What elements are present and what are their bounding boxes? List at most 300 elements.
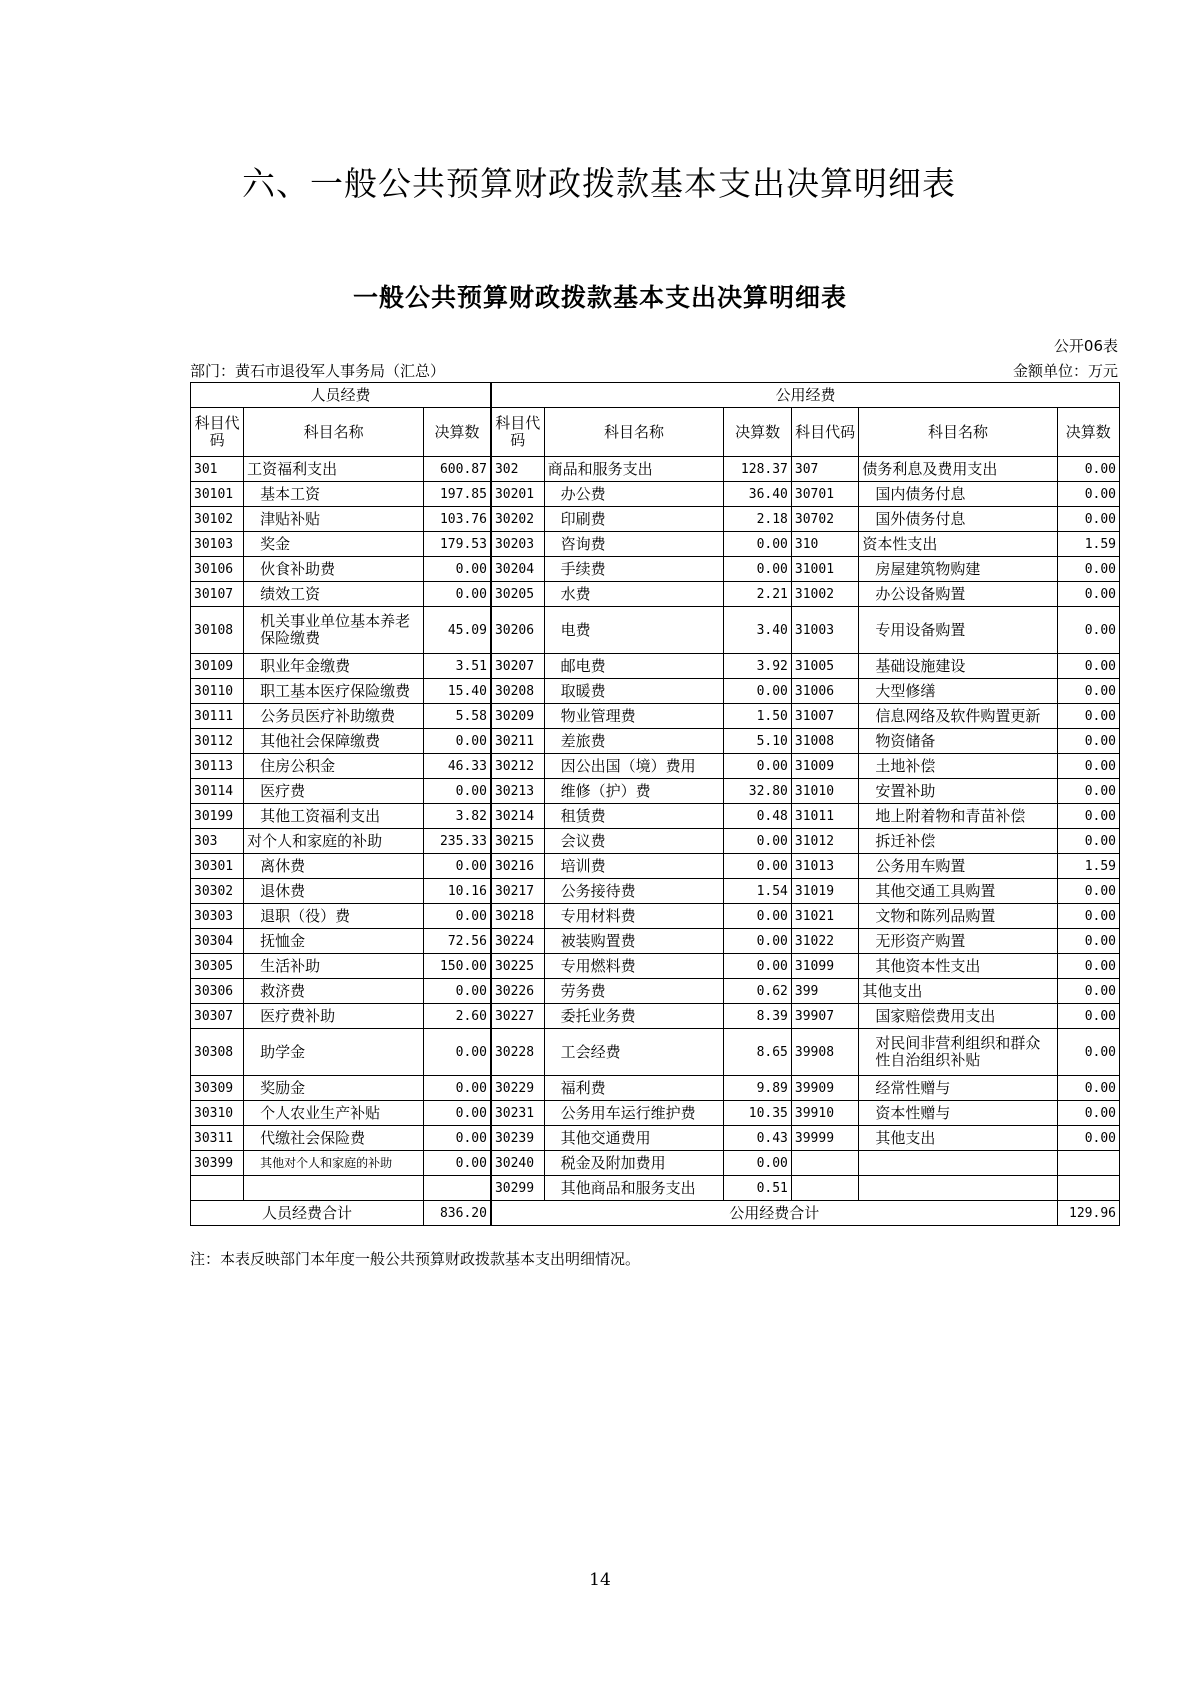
cell-code-3: 39908 bbox=[791, 1029, 858, 1076]
cell-name-2: 委托业务费 bbox=[544, 1004, 724, 1029]
col-header-code-1: 科目代码 bbox=[191, 408, 244, 457]
cell-amount-1: 46.33 bbox=[424, 754, 491, 779]
cell-code-2: 30201 bbox=[491, 482, 544, 507]
public-total-value: 129.96 bbox=[1057, 1201, 1119, 1226]
cell-name-3: 拆迁补偿 bbox=[859, 829, 1057, 854]
col-header-code-3: 科目代码 bbox=[791, 408, 858, 457]
cell-amount-3: 0.00 bbox=[1057, 729, 1119, 754]
cell-code-3: 31007 bbox=[791, 704, 858, 729]
cell-code-2: 30218 bbox=[491, 904, 544, 929]
cell-amount-1: 72.56 bbox=[424, 929, 491, 954]
table-row bbox=[191, 954, 1120, 979]
cell-code-1: 30301 bbox=[191, 854, 244, 879]
cell-amount-3: 0.00 bbox=[1057, 1004, 1119, 1029]
cell-code-2: 30208 bbox=[491, 679, 544, 704]
cell-name-2: 公务接待费 bbox=[544, 879, 724, 904]
cell-code-1: 30310 bbox=[191, 1101, 244, 1126]
cell-name-1: 助学金 bbox=[244, 1029, 424, 1076]
col-header-name-1: 科目名称 bbox=[244, 408, 424, 457]
table-row bbox=[191, 1126, 1120, 1151]
cell-amount-1: 15.40 bbox=[424, 679, 491, 704]
cell-code-2: 30215 bbox=[491, 829, 544, 854]
cell-name-1: 住房公积金 bbox=[244, 754, 424, 779]
col-header-code-2: 科目代码 bbox=[491, 408, 544, 457]
cell-name-1: 基本工资 bbox=[244, 482, 424, 507]
cell-amount-2: 0.00 bbox=[724, 532, 791, 557]
cell-name-1: 其他社会保障缴费 bbox=[244, 729, 424, 754]
cell-name-1: 绩效工资 bbox=[244, 582, 424, 607]
cell-code-2: 30239 bbox=[491, 1126, 544, 1151]
cell-amount-3: 0.00 bbox=[1057, 804, 1119, 829]
cell-code-3: 31003 bbox=[791, 607, 858, 654]
cell-amount-1: 10.16 bbox=[424, 879, 491, 904]
cell-amount-3: 0.00 bbox=[1057, 704, 1119, 729]
cell-code-2: 30240 bbox=[491, 1151, 544, 1176]
personnel-total-label: 人员经费合计 bbox=[191, 1201, 424, 1226]
cell-name-3: 大型修缮 bbox=[859, 679, 1057, 704]
cell-amount-2: 0.00 bbox=[724, 929, 791, 954]
cell-name-3: 对民间非营利组织和群众性自治组织补贴 bbox=[859, 1029, 1057, 1076]
cell-name-1: 医疗费 bbox=[244, 779, 424, 804]
table-row bbox=[191, 754, 1120, 779]
cell-amount-2: 0.00 bbox=[724, 954, 791, 979]
cell-name-3: 专用设备购置 bbox=[859, 607, 1057, 654]
table-row bbox=[191, 557, 1120, 582]
cell-amount-1: 0.00 bbox=[424, 904, 491, 929]
cell-amount-2: 0.62 bbox=[724, 979, 791, 1004]
cell-code-1: 30399 bbox=[191, 1151, 244, 1176]
cell-name-2: 因公出国（境）费用 bbox=[544, 754, 724, 779]
cell-code-3: 31012 bbox=[791, 829, 858, 854]
cell-name-3: 物资储备 bbox=[859, 729, 1057, 754]
table-row bbox=[191, 1176, 1120, 1201]
cell-amount-2: 0.00 bbox=[724, 854, 791, 879]
cell-amount-3: 0.00 bbox=[1057, 754, 1119, 779]
cell-amount-1: 0.00 bbox=[424, 582, 491, 607]
cell-code-2: 30224 bbox=[491, 929, 544, 954]
cell-amount-1: 0.00 bbox=[424, 557, 491, 582]
cell-amount-3: 0.00 bbox=[1057, 582, 1119, 607]
cell-name-1: 公务员医疗补助缴费 bbox=[244, 704, 424, 729]
cell-name-2: 租赁费 bbox=[544, 804, 724, 829]
cell-name-3: 债务利息及费用支出 bbox=[859, 457, 1057, 482]
cell-code-1: 30303 bbox=[191, 904, 244, 929]
cell-amount-1: 0.00 bbox=[424, 1029, 491, 1076]
cell-amount-2: 10.35 bbox=[724, 1101, 791, 1126]
cell-code-1: 30308 bbox=[191, 1029, 244, 1076]
cell-code-1: 30114 bbox=[191, 779, 244, 804]
cell-name-1: 伙食补助费 bbox=[244, 557, 424, 582]
cell-amount-2: 0.00 bbox=[724, 754, 791, 779]
cell-amount-2: 1.54 bbox=[724, 879, 791, 904]
cell-code-1: 30111 bbox=[191, 704, 244, 729]
cell-name-2: 办公费 bbox=[544, 482, 724, 507]
cell-amount-1: 3.51 bbox=[424, 654, 491, 679]
cell-code-2: 30203 bbox=[491, 532, 544, 557]
cell-code-3: 31010 bbox=[791, 779, 858, 804]
cell-code-2: 30216 bbox=[491, 854, 544, 879]
cell-name-1: 退职（役）费 bbox=[244, 904, 424, 929]
cell-name-3: 国家赔偿费用支出 bbox=[859, 1004, 1057, 1029]
cell-code-1: 30304 bbox=[191, 929, 244, 954]
cell-name-3 bbox=[859, 1176, 1057, 1201]
cell-amount-1: 0.00 bbox=[424, 1076, 491, 1101]
cell-code-2: 30212 bbox=[491, 754, 544, 779]
cell-name-1: 其他对个人和家庭的补助 bbox=[244, 1151, 424, 1176]
table-row bbox=[191, 1004, 1120, 1029]
cell-amount-2: 0.00 bbox=[724, 679, 791, 704]
cell-name-2: 福利费 bbox=[544, 1076, 724, 1101]
table-row bbox=[191, 507, 1120, 532]
cell-amount-3: 0.00 bbox=[1057, 979, 1119, 1004]
cell-name-2: 取暖费 bbox=[544, 679, 724, 704]
public-group-header: 公用经费 bbox=[491, 383, 1120, 408]
cell-amount-3: 0.00 bbox=[1057, 1029, 1119, 1076]
cell-name-3: 其他交通工具购置 bbox=[859, 879, 1057, 904]
cell-amount-3: 0.00 bbox=[1057, 457, 1119, 482]
cell-name-2: 被装购置费 bbox=[544, 929, 724, 954]
cell-amount-1: 235.33 bbox=[424, 829, 491, 854]
cell-amount-3: 0.00 bbox=[1057, 904, 1119, 929]
cell-name-1: 对个人和家庭的补助 bbox=[244, 829, 424, 854]
cell-code-3: 39907 bbox=[791, 1004, 858, 1029]
cell-code-2: 30204 bbox=[491, 557, 544, 582]
cell-amount-3: 0.00 bbox=[1057, 954, 1119, 979]
cell-code-3: 307 bbox=[791, 457, 858, 482]
department-label: 部门：黄石市退役军人事务局（汇总） bbox=[190, 362, 446, 380]
cell-amount-3: 0.00 bbox=[1057, 779, 1119, 804]
cell-name-2: 电费 bbox=[544, 607, 724, 654]
cell-amount-1: 0.00 bbox=[424, 1101, 491, 1126]
cell-code-1: 30109 bbox=[191, 654, 244, 679]
cell-name-1: 奖励金 bbox=[244, 1076, 424, 1101]
cell-code-1: 30108 bbox=[191, 607, 244, 654]
cell-name-2: 咨询费 bbox=[544, 532, 724, 557]
table-row bbox=[191, 679, 1120, 704]
cell-name-3: 经常性赠与 bbox=[859, 1076, 1057, 1101]
cell-code-1: 301 bbox=[191, 457, 244, 482]
cell-name-2: 商品和服务支出 bbox=[544, 457, 724, 482]
cell-amount-3: 0.00 bbox=[1057, 679, 1119, 704]
cell-name-1: 退休费 bbox=[244, 879, 424, 904]
cell-code-3: 31001 bbox=[791, 557, 858, 582]
cell-name-1: 职工基本医疗保险缴费 bbox=[244, 679, 424, 704]
cell-code-1: 30106 bbox=[191, 557, 244, 582]
cell-code-3: 31099 bbox=[791, 954, 858, 979]
cell-code-2: 30205 bbox=[491, 582, 544, 607]
cell-name-2: 专用燃料费 bbox=[544, 954, 724, 979]
table-row bbox=[191, 482, 1120, 507]
cell-amount-1: 0.00 bbox=[424, 854, 491, 879]
cell-code-1: 30302 bbox=[191, 879, 244, 904]
cell-amount-2: 3.40 bbox=[724, 607, 791, 654]
cell-code-3: 39999 bbox=[791, 1126, 858, 1151]
cell-code-2: 30228 bbox=[491, 1029, 544, 1076]
cell-amount-1: 0.00 bbox=[424, 1126, 491, 1151]
cell-name-3: 其他资本性支出 bbox=[859, 954, 1057, 979]
cell-name-2: 专用材料费 bbox=[544, 904, 724, 929]
cell-amount-1 bbox=[424, 1176, 491, 1201]
cell-amount-3: 1.59 bbox=[1057, 854, 1119, 879]
cell-amount-1: 5.58 bbox=[424, 704, 491, 729]
cell-amount-2: 0.00 bbox=[724, 904, 791, 929]
cell-name-1: 奖金 bbox=[244, 532, 424, 557]
cell-name-2: 水费 bbox=[544, 582, 724, 607]
cell-code-3: 31011 bbox=[791, 804, 858, 829]
col-header-amount-2: 决算数 bbox=[724, 408, 791, 457]
cell-amount-3: 0.00 bbox=[1057, 879, 1119, 904]
cell-name-1: 医疗费补助 bbox=[244, 1004, 424, 1029]
cell-amount-1: 150.00 bbox=[424, 954, 491, 979]
cell-code-3: 31002 bbox=[791, 582, 858, 607]
cell-amount-3: 0.00 bbox=[1057, 929, 1119, 954]
cell-amount-1: 45.09 bbox=[424, 607, 491, 654]
cell-amount-2: 32.80 bbox=[724, 779, 791, 804]
cell-name-3: 资本性赠与 bbox=[859, 1101, 1057, 1126]
cell-amount-1: 197.85 bbox=[424, 482, 491, 507]
cell-amount-2: 0.51 bbox=[724, 1176, 791, 1201]
col-header-amount-1: 决算数 bbox=[424, 408, 491, 457]
table-row bbox=[191, 729, 1120, 754]
cell-name-3: 信息网络及软件购置更新 bbox=[859, 704, 1057, 729]
cell-name-1: 离休费 bbox=[244, 854, 424, 879]
expenditure-table bbox=[190, 382, 1120, 1226]
cell-amount-2: 0.00 bbox=[724, 829, 791, 854]
cell-code-2: 30231 bbox=[491, 1101, 544, 1126]
cell-name-1: 职业年金缴费 bbox=[244, 654, 424, 679]
personnel-group-header: 人员经费 bbox=[191, 383, 491, 408]
cell-amount-2: 1.50 bbox=[724, 704, 791, 729]
cell-code-2: 30227 bbox=[491, 1004, 544, 1029]
cell-code-3: 399 bbox=[791, 979, 858, 1004]
cell-name-3: 房屋建筑物购建 bbox=[859, 557, 1057, 582]
cell-name-1: 其他工资福利支出 bbox=[244, 804, 424, 829]
table-row bbox=[191, 1151, 1120, 1176]
cell-code-1: 30306 bbox=[191, 979, 244, 1004]
cell-name-2: 其他商品和服务支出 bbox=[544, 1176, 724, 1201]
cell-name-2: 其他交通费用 bbox=[544, 1126, 724, 1151]
group-header-row bbox=[191, 383, 1120, 408]
table-row bbox=[191, 929, 1120, 954]
cell-code-2: 30229 bbox=[491, 1076, 544, 1101]
cell-code-3: 31005 bbox=[791, 654, 858, 679]
cell-name-3: 安置补助 bbox=[859, 779, 1057, 804]
table-row bbox=[191, 607, 1120, 654]
cell-code-2: 30207 bbox=[491, 654, 544, 679]
cell-amount-2: 0.00 bbox=[724, 1151, 791, 1176]
cell-code-1: 30112 bbox=[191, 729, 244, 754]
table-row bbox=[191, 804, 1120, 829]
cell-code-2: 30209 bbox=[491, 704, 544, 729]
cell-amount-2: 0.00 bbox=[724, 557, 791, 582]
table-row bbox=[191, 532, 1120, 557]
cell-amount-3: 0.00 bbox=[1057, 482, 1119, 507]
cell-amount-1: 0.00 bbox=[424, 729, 491, 754]
cell-name-1: 工资福利支出 bbox=[244, 457, 424, 482]
table-note: 注：本表反映部门本年度一般公共预算财政拨款基本支出明细情况。 bbox=[190, 1250, 641, 1268]
col-header-amount-3: 决算数 bbox=[1057, 408, 1119, 457]
cell-code-3: 39909 bbox=[791, 1076, 858, 1101]
cell-amount-2: 8.65 bbox=[724, 1029, 791, 1076]
cell-amount-1: 179.53 bbox=[424, 532, 491, 557]
cell-amount-2: 3.92 bbox=[724, 654, 791, 679]
cell-code-3: 31019 bbox=[791, 879, 858, 904]
cell-code-1: 30107 bbox=[191, 582, 244, 607]
cell-name-2: 邮电费 bbox=[544, 654, 724, 679]
col-header-name-3: 科目名称 bbox=[859, 408, 1057, 457]
cell-code-2: 302 bbox=[491, 457, 544, 482]
table-row bbox=[191, 582, 1120, 607]
page-number: 14 bbox=[589, 1570, 611, 1590]
cell-code-3: 31021 bbox=[791, 904, 858, 929]
cell-name-1: 代缴社会保险费 bbox=[244, 1126, 424, 1151]
cell-name-2: 税金及附加费用 bbox=[544, 1151, 724, 1176]
cell-name-1: 生活补助 bbox=[244, 954, 424, 979]
cell-code-2: 30213 bbox=[491, 779, 544, 804]
cell-amount-2: 128.37 bbox=[724, 457, 791, 482]
cell-code-2: 30217 bbox=[491, 879, 544, 904]
cell-code-1: 30309 bbox=[191, 1076, 244, 1101]
cell-code-3: 31013 bbox=[791, 854, 858, 879]
table-title: 一般公共预算财政拨款基本支出决算明细表 bbox=[352, 283, 847, 312]
public-total-label: 公用经费合计 bbox=[491, 1201, 1057, 1226]
cell-amount-1: 600.87 bbox=[424, 457, 491, 482]
cell-name-2: 工会经费 bbox=[544, 1029, 724, 1076]
cell-amount-3: 0.00 bbox=[1057, 507, 1119, 532]
cell-name-2: 维修（护）费 bbox=[544, 779, 724, 804]
cell-name-2: 印刷费 bbox=[544, 507, 724, 532]
cell-name-3: 办公设备购置 bbox=[859, 582, 1057, 607]
cell-amount-3: 0.00 bbox=[1057, 1076, 1119, 1101]
cell-amount-3: 1.59 bbox=[1057, 532, 1119, 557]
cell-code-1: 30311 bbox=[191, 1126, 244, 1151]
cell-code-2: 30299 bbox=[491, 1176, 544, 1201]
cell-amount-1: 0.00 bbox=[424, 779, 491, 804]
col-header-name-2: 科目名称 bbox=[544, 408, 724, 457]
cell-name-3 bbox=[859, 1151, 1057, 1176]
cell-code-1: 30110 bbox=[191, 679, 244, 704]
cell-code-3: 31009 bbox=[791, 754, 858, 779]
section-title: 六、一般公共预算财政拨款基本支出决算明细表 bbox=[242, 164, 956, 203]
cell-name-1: 津贴补贴 bbox=[244, 507, 424, 532]
cell-name-3: 其他支出 bbox=[859, 1126, 1057, 1151]
table-row bbox=[191, 854, 1120, 879]
cell-name-3: 无形资产购置 bbox=[859, 929, 1057, 954]
cell-name-1: 抚恤金 bbox=[244, 929, 424, 954]
table-row bbox=[191, 879, 1120, 904]
cell-amount-3: 0.00 bbox=[1057, 654, 1119, 679]
cell-name-1: 救济费 bbox=[244, 979, 424, 1004]
cell-amount-3: 0.00 bbox=[1057, 1126, 1119, 1151]
cell-code-3: 30702 bbox=[791, 507, 858, 532]
cell-name-2: 培训费 bbox=[544, 854, 724, 879]
cell-amount-2: 9.89 bbox=[724, 1076, 791, 1101]
table-row bbox=[191, 1029, 1120, 1076]
cell-amount-2: 0.48 bbox=[724, 804, 791, 829]
cell-name-1 bbox=[244, 1176, 424, 1201]
cell-amount-1: 0.00 bbox=[424, 1151, 491, 1176]
cell-amount-3: 0.00 bbox=[1057, 1101, 1119, 1126]
cell-amount-1: 3.82 bbox=[424, 804, 491, 829]
cell-code-1: 30307 bbox=[191, 1004, 244, 1029]
cell-code-3: 30701 bbox=[791, 482, 858, 507]
cell-code-2: 30226 bbox=[491, 979, 544, 1004]
cell-name-3: 资本性支出 bbox=[859, 532, 1057, 557]
totals-row bbox=[191, 1201, 1120, 1226]
amount-unit-label: 金额单位：万元 bbox=[1012, 362, 1118, 380]
cell-name-1: 个人农业生产补贴 bbox=[244, 1101, 424, 1126]
cell-name-2: 物业管理费 bbox=[544, 704, 724, 729]
cell-name-3: 公务用车购置 bbox=[859, 854, 1057, 879]
cell-name-3: 地上附着物和青苗补偿 bbox=[859, 804, 1057, 829]
cell-code-1: 30305 bbox=[191, 954, 244, 979]
cell-code-1: 30103 bbox=[191, 532, 244, 557]
cell-name-3: 国内债务付息 bbox=[859, 482, 1057, 507]
cell-code-3 bbox=[791, 1151, 858, 1176]
cell-code-3 bbox=[791, 1176, 858, 1201]
cell-amount-3: 0.00 bbox=[1057, 829, 1119, 854]
cell-amount-2: 8.39 bbox=[724, 1004, 791, 1029]
cell-amount-2: 5.10 bbox=[724, 729, 791, 754]
cell-code-2: 30206 bbox=[491, 607, 544, 654]
cell-code-2: 30211 bbox=[491, 729, 544, 754]
table-row bbox=[191, 779, 1120, 804]
cell-code-3: 31022 bbox=[791, 929, 858, 954]
cell-name-3: 其他支出 bbox=[859, 979, 1057, 1004]
cell-code-3: 31008 bbox=[791, 729, 858, 754]
cell-code-1: 30101 bbox=[191, 482, 244, 507]
cell-amount-2: 0.43 bbox=[724, 1126, 791, 1151]
table-row bbox=[191, 654, 1120, 679]
cell-amount-2: 36.40 bbox=[724, 482, 791, 507]
cell-amount-1: 103.76 bbox=[424, 507, 491, 532]
cell-code-1: 30113 bbox=[191, 754, 244, 779]
cell-amount-2: 2.18 bbox=[724, 507, 791, 532]
cell-amount-3: 0.00 bbox=[1057, 557, 1119, 582]
cell-name-3: 文物和陈列品购置 bbox=[859, 904, 1057, 929]
cell-name-3: 国外债务付息 bbox=[859, 507, 1057, 532]
table-row bbox=[191, 704, 1120, 729]
table-row bbox=[191, 1101, 1120, 1126]
table-row bbox=[191, 1076, 1120, 1101]
cell-name-3: 土地补偿 bbox=[859, 754, 1057, 779]
cell-amount-2: 2.21 bbox=[724, 582, 791, 607]
cell-amount-1: 2.60 bbox=[424, 1004, 491, 1029]
cell-amount-3: 0.00 bbox=[1057, 607, 1119, 654]
personnel-total-value: 836.20 bbox=[424, 1201, 491, 1226]
cell-name-2: 公务用车运行维护费 bbox=[544, 1101, 724, 1126]
table-row bbox=[191, 829, 1120, 854]
table-row bbox=[191, 457, 1120, 482]
cell-code-1: 30102 bbox=[191, 507, 244, 532]
cell-amount-1: 0.00 bbox=[424, 979, 491, 1004]
cell-name-2: 手续费 bbox=[544, 557, 724, 582]
table-row bbox=[191, 979, 1120, 1004]
cell-amount-3 bbox=[1057, 1151, 1119, 1176]
cell-code-2: 30214 bbox=[491, 804, 544, 829]
cell-code-3: 310 bbox=[791, 532, 858, 557]
cell-name-1: 机关事业单位基本养老保险缴费 bbox=[244, 607, 424, 654]
cell-code-3: 31006 bbox=[791, 679, 858, 704]
cell-name-2: 劳务费 bbox=[544, 979, 724, 1004]
cell-code-2: 30202 bbox=[491, 507, 544, 532]
cell-name-2: 差旅费 bbox=[544, 729, 724, 754]
cell-name-3: 基础设施建设 bbox=[859, 654, 1057, 679]
cell-name-2: 会议费 bbox=[544, 829, 724, 854]
table-row bbox=[191, 904, 1120, 929]
cell-code-1: 303 bbox=[191, 829, 244, 854]
cell-code-3: 39910 bbox=[791, 1101, 858, 1126]
